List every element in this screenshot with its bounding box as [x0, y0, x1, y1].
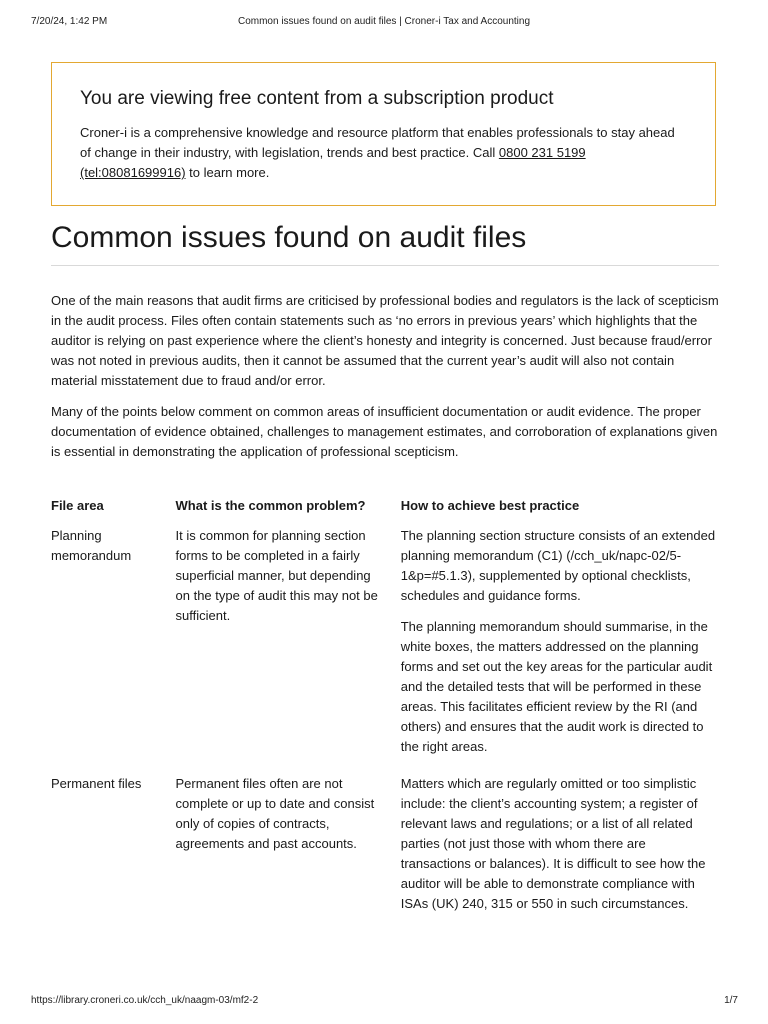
cell-common-problem: It is common for planning section forms to be completed in a fairly superficial manner, but depending on the type of audit this may not be sufficient. [175, 528, 378, 623]
header-file-area: File area [51, 498, 104, 513]
intro-paragraph: One of the main reasons that audit firms are criticised by professional bodies and regulators is the lack of scepticism in the audit process. Files often contain statements such as ‘no errors in previous years’ which highlights that the auditor is relying on past experience where the client’s honesty and integrity is concerned. Just because fraud/error was not noted in previous audits, then it cannot be assumed that the current year’s audit will also not contain material misstatement due to fraud and/or error. [51, 293, 719, 388]
table-row [51, 526, 719, 774]
header-best-practice: How to achieve best practice [400, 498, 580, 513]
print-page-number: 1/7 [724, 995, 738, 1006]
table-row [51, 774, 719, 931]
print-datetime: 7/20/24, 1:42 PM [31, 16, 108, 27]
article-intro [51, 291, 719, 473]
cell-file-area: Permanent files [51, 776, 142, 791]
print-header [0, 16, 768, 30]
practice-paragraph: Matters which are regularly omitted or too simplistic include: the client’s accounting system; a register of relevant laws and regulations; or a list of all related parties (not just those with whom there are transactions or balances). It is difficult to see how the auditor will be able to demonstrate compliance with ISAs (UK) 240, 315 or 550 in such circumstances. [400, 776, 706, 911]
cell-common-problem: Permanent files often are not complete or up to date and consist only of copies of contracts, agreements and past accounts. [175, 776, 375, 851]
notice-title: You are viewing free content from a subscription product [80, 88, 554, 109]
title-divider [51, 265, 719, 266]
cell-file-area: Planning memorandum [51, 528, 132, 563]
issues-table [51, 496, 719, 931]
print-footer [0, 995, 768, 1009]
page-title: Common issues found on audit files [51, 221, 527, 254]
phone-link[interactable]: 0800 231 5199 (tel:08081699916) [80, 145, 586, 180]
cell-best-practice [401, 526, 719, 774]
practice-paragraph: The planning section structure consists of an extended planning memorandum (C1) (/cch_uk/napc-02/5-1&p=#5.1.3), supplemented by optional checklists, schedules and guidance forms. [400, 528, 716, 603]
print-page-title: Common issues found on audit files | Croner-i Tax and Accounting [237, 16, 531, 27]
cell-best-practice [401, 774, 719, 931]
notice-text [80, 123, 687, 183]
notice-text-start: Croner-i is a comprehensive knowledge and resource platform that enables professionals to stay ahead of change in their industry, with legislation, trends and best practice. Call [80, 125, 675, 160]
practice-paragraph: The planning memorandum should summarise, in the white boxes, the matters addressed on the planning forms and set out the key areas for the particular audit and the detailed tests that will be performed in these areas. This facilitates efficient review by the RI (and others) and ensures that the audit work is directed to the right areas. [400, 619, 713, 754]
subscription-notice [51, 62, 716, 206]
intro-paragraph: Many of the points below comment on common areas of insufficient documentation or audit evidence. The proper documentation of evidence obtained, challenges to management estimates, and corroboration of explanations given is essential in demonstrating the application of professional scepticism. [51, 404, 718, 459]
print-url: https://library.croneri.co.uk/cch_uk/naagm-03/mf2-2 [31, 995, 259, 1006]
table-header-row [51, 496, 719, 526]
notice-text-end: to learn more. [185, 165, 270, 180]
header-common-problem: What is the common problem? [175, 498, 366, 513]
